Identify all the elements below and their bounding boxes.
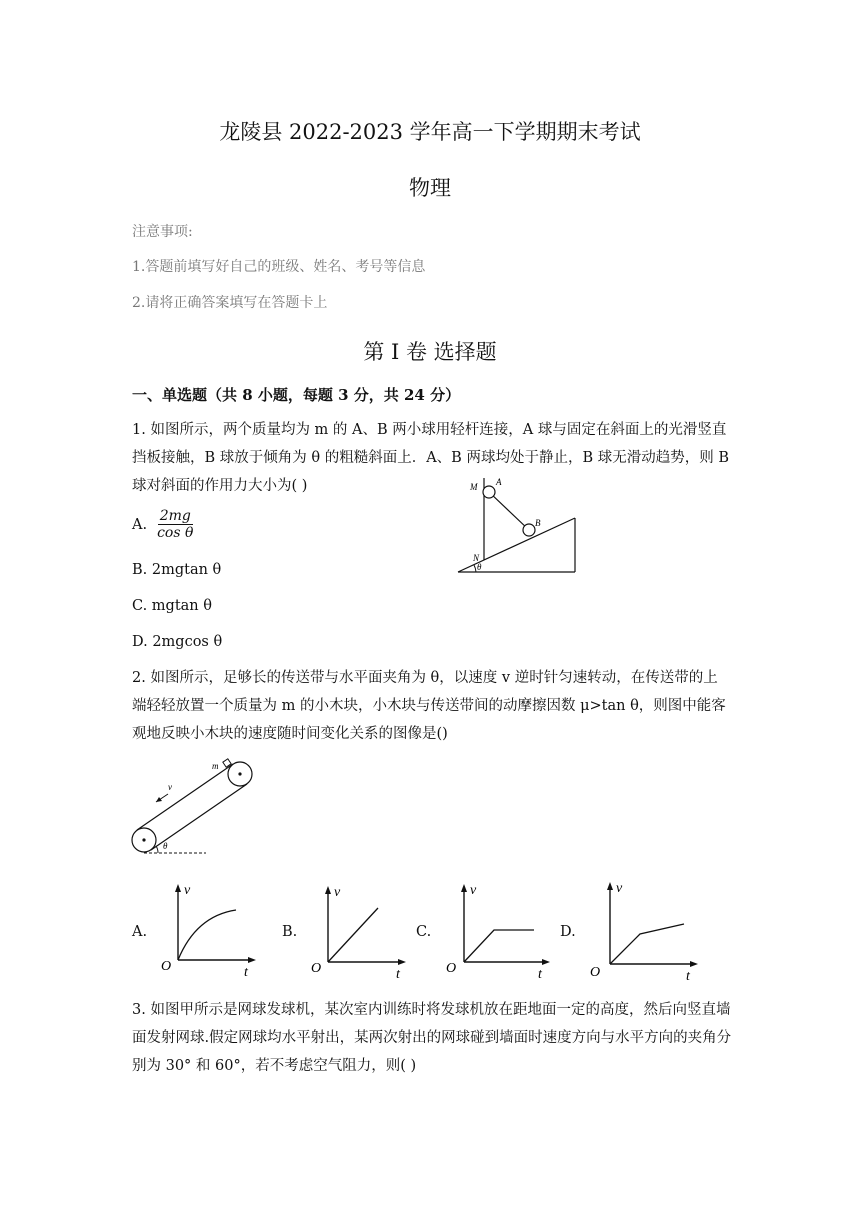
q1-option-c[interactable]: C. mgtan θ: [132, 598, 212, 614]
label-n-point: N: [473, 553, 480, 563]
fraction: [157, 508, 193, 541]
q2-graph-b[interactable]: [306, 882, 410, 978]
option-label: A.: [132, 516, 148, 533]
axis-v: v: [184, 883, 191, 898]
q2-graph-d[interactable]: [586, 876, 702, 980]
axis-v: v: [616, 881, 623, 896]
question-2-stem: 2. 如图所示，足够长的传送带与水平面夹角为 θ，以速度 v 逆时针匀速转动，在传送带的上端轻轻放置一个质量为 m 的小木块，小木块与传送带间的动摩擦因数 μ>tan θ，则图中能客观地反映小木块的速度随时间变化关系的图像是(): [132, 670, 726, 742]
origin: O: [161, 959, 172, 974]
incline-line: [458, 518, 575, 572]
exam-title: 龙陵县 2022-2023 学年高一下学期期末考试: [219, 120, 641, 144]
y-axis-arrow: [607, 882, 613, 890]
fraction-denominator: cos θ: [157, 525, 194, 541]
ball-a: [483, 486, 495, 498]
origin: O: [590, 965, 601, 980]
q2-graph-c[interactable]: [442, 878, 554, 978]
angle-arc: [156, 846, 158, 853]
q2-option-b-label[interactable]: B.: [282, 924, 298, 940]
y-axis-arrow: [461, 884, 467, 892]
label-theta: θ: [477, 562, 482, 572]
x-axis-arrow: [690, 961, 698, 967]
q2-option-c-label[interactable]: C.: [416, 924, 432, 940]
label-a-ball: A: [496, 477, 502, 487]
label-b-ball: B: [535, 518, 541, 528]
lower-pulley-axle: [142, 838, 145, 841]
origin: O: [446, 961, 457, 976]
x-axis-arrow: [248, 957, 256, 963]
line: [610, 924, 684, 964]
q1-option-a[interactable]: [132, 508, 193, 541]
incline-figure: [452, 474, 582, 576]
q2-graph-a[interactable]: [158, 880, 258, 976]
x-axis-arrow: [542, 959, 550, 965]
axis-v: v: [470, 883, 477, 898]
axis-t: t: [244, 965, 248, 976]
subject-title: 物理: [409, 176, 451, 200]
fraction-numerator: 2mg: [159, 508, 191, 524]
section-heading: 一、单选题（共 8 小题，每题 3 分，共 24 分）: [132, 386, 461, 404]
x-axis-arrow: [398, 959, 406, 965]
question-3-stem: 3. 如图甲所示是网球发球机，某次室内训练时将发球机放在距地面一定的高度，然后向竖直墙面发射网球.假定网球均水平射出，某两次射出的网球碰到墙面时速度方向与水平方向的夹角分别为 30° 和 60°，若不考虑空气阻力，则( ): [132, 1002, 732, 1074]
axis-v: v: [334, 885, 341, 900]
axis-t: t: [396, 967, 400, 978]
axis-t: t: [538, 967, 542, 978]
y-axis-arrow: [175, 884, 181, 892]
origin: O: [311, 961, 322, 976]
q2-option-d-label[interactable]: D.: [560, 924, 576, 940]
q2-option-a-label[interactable]: A.: [132, 924, 148, 940]
notice-heading: 注意事项:: [132, 224, 193, 240]
velocity-arrowhead: [156, 797, 162, 802]
belt-top: [137, 764, 233, 830]
axis-t: t: [686, 969, 690, 980]
q1-option-d[interactable]: D. 2mgcos θ: [132, 634, 223, 650]
line: [328, 908, 378, 962]
ball-b: [523, 524, 535, 536]
q1-option-b[interactable]: B. 2mgtan θ: [132, 562, 222, 578]
curve: [178, 910, 236, 960]
angle-arc: [474, 565, 476, 572]
line: [464, 930, 534, 962]
notice-item: 1.答题前填写好自己的班级、姓名、考号等信息: [132, 259, 426, 275]
y-axis-arrow: [325, 886, 331, 894]
question-1-stem: 1. 如图所示，两个质量均为 m 的 A、B 两小球用轻杆连接，A 球与固定在斜面上的光滑竖直挡板接触，B 球放于倾角为 θ 的粗糙斜面上．A、B 两球均处于静止，B 球无滑动趋势，则 B 球对斜面的作用力大小为( ): [132, 422, 729, 494]
volume-title: 第 I 卷 选择题: [363, 340, 497, 364]
light-rod: [489, 492, 529, 530]
conveyor-figure: [128, 756, 258, 858]
label-m: m: [212, 761, 219, 771]
upper-pulley-axle: [238, 772, 241, 775]
label-v: v: [168, 782, 172, 792]
notice-item: 2.请将正确答案填写在答题卡上: [132, 295, 328, 311]
label-theta: θ: [163, 841, 168, 851]
label-m-point: M: [470, 482, 478, 492]
